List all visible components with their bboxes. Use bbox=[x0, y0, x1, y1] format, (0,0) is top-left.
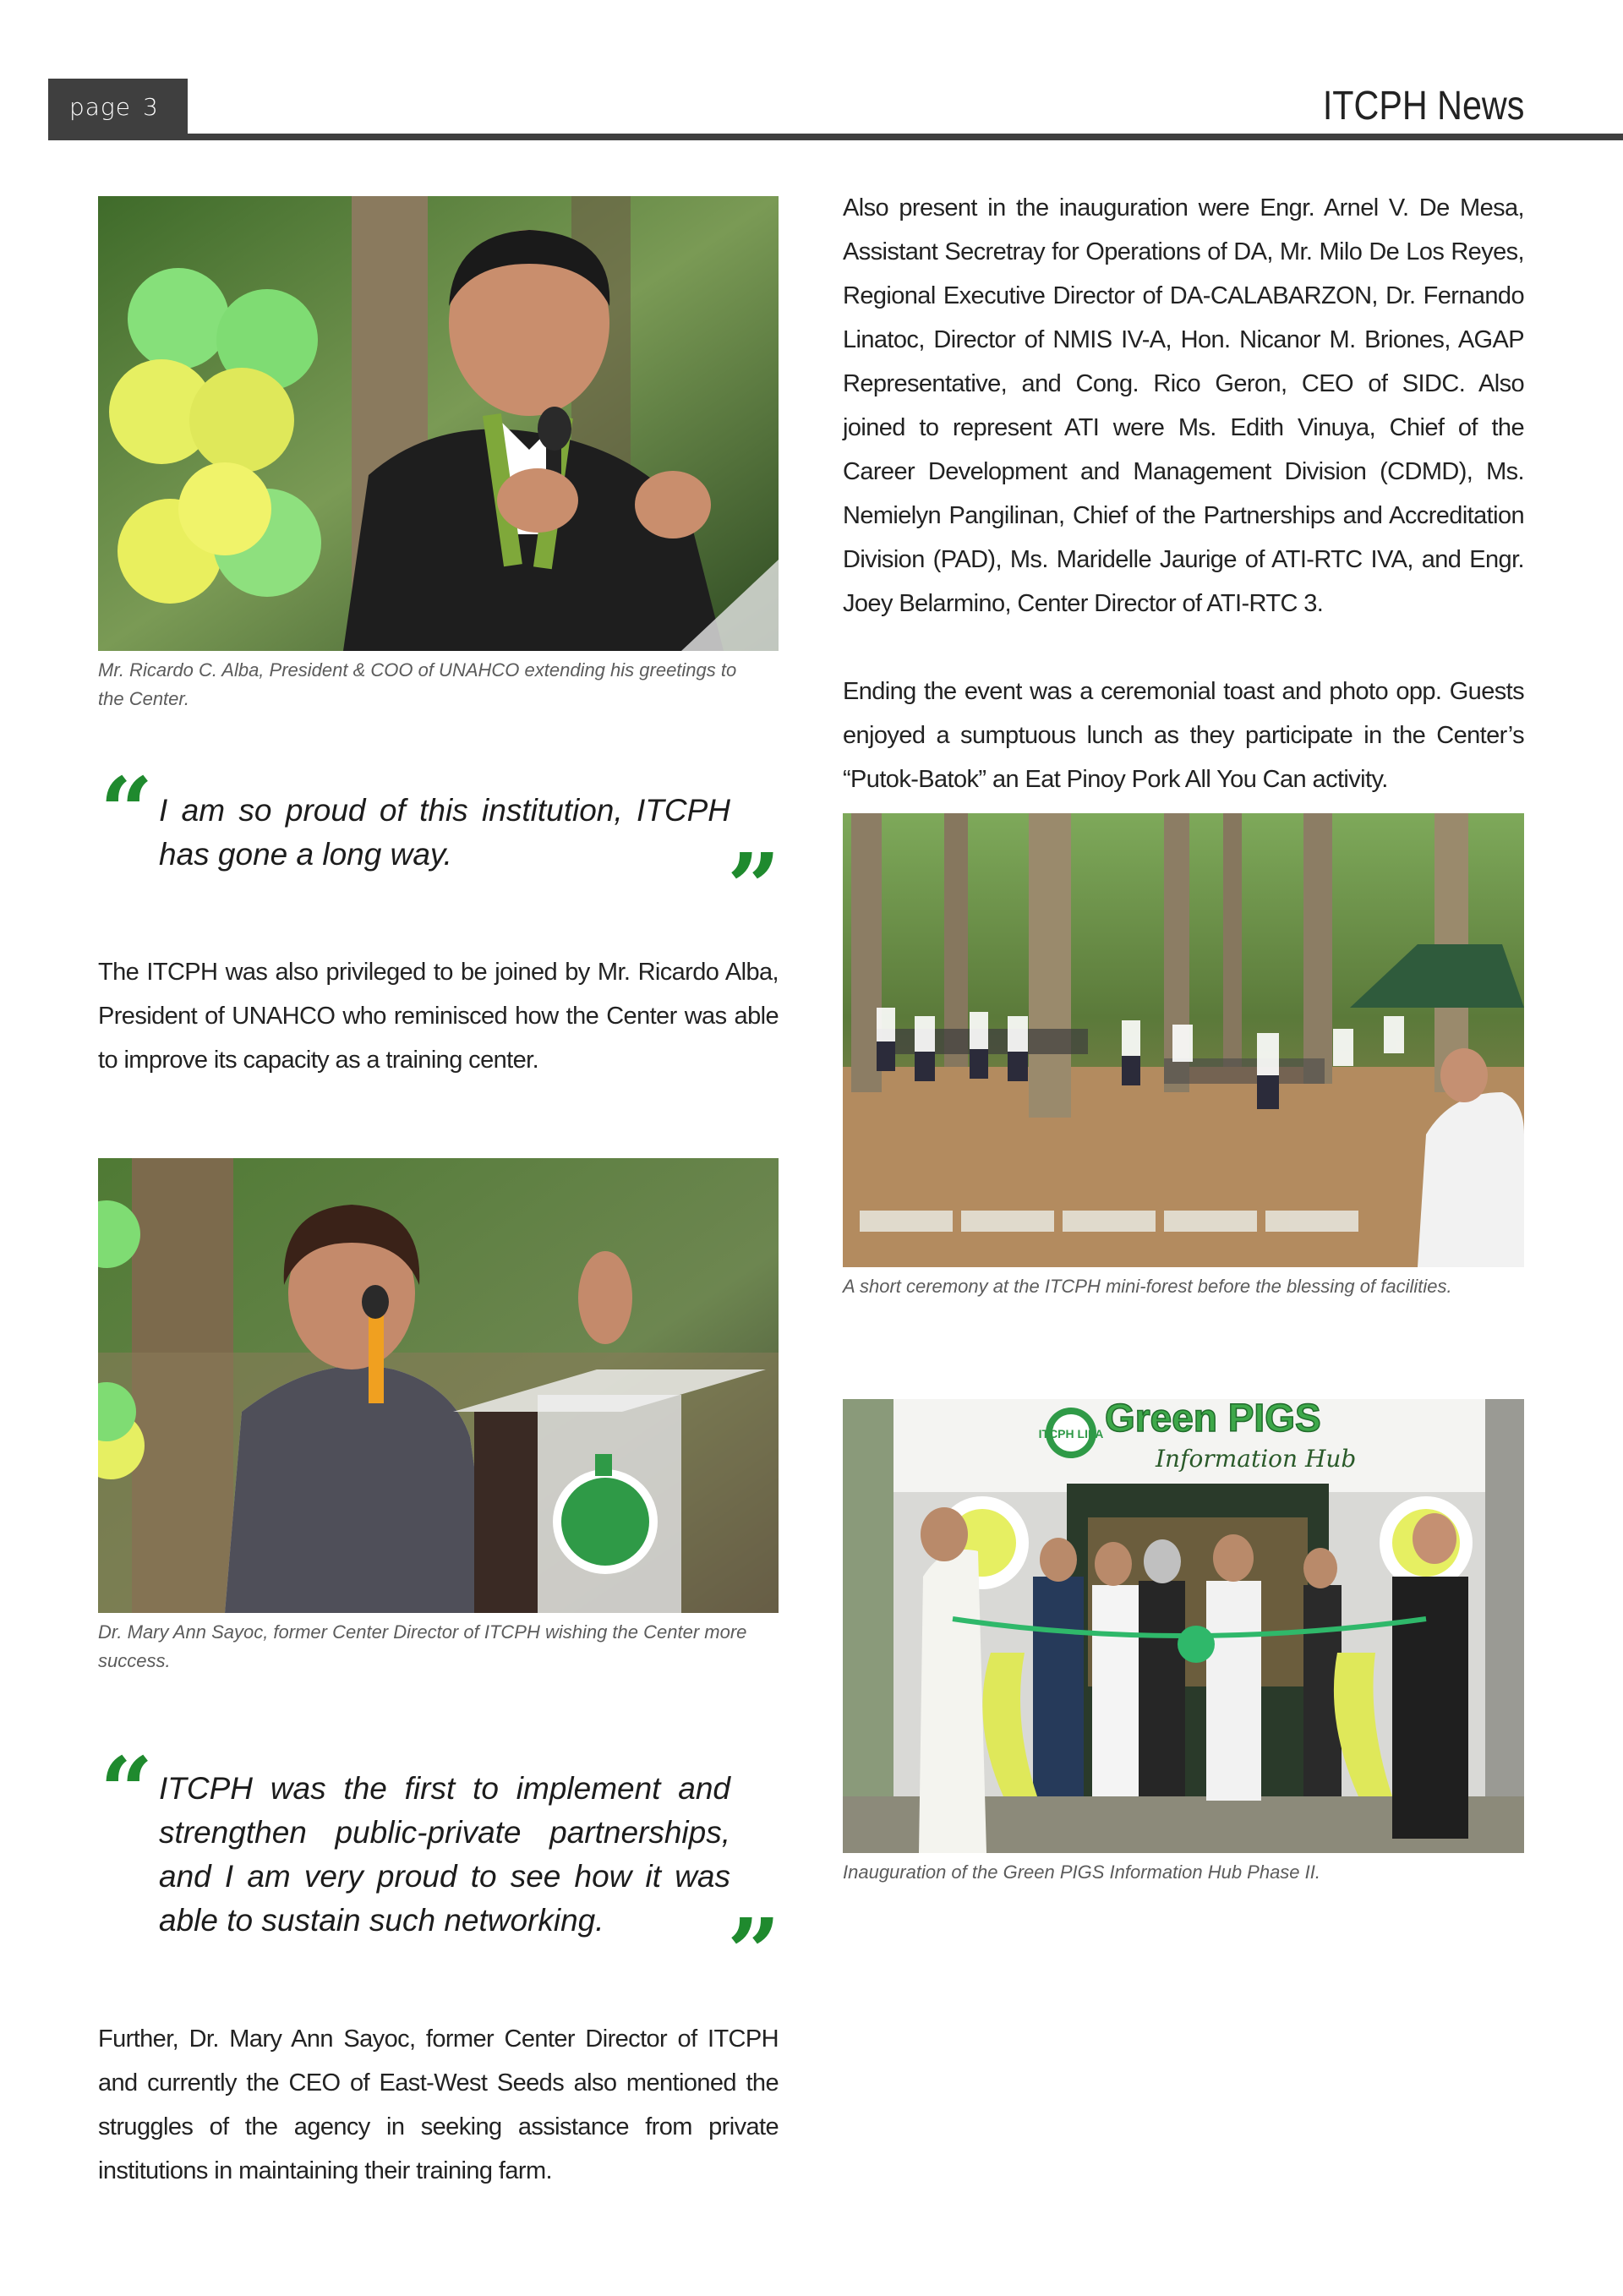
photo-inauguration-caption: Inauguration of the Green PIGS Information Hub Phase II. bbox=[843, 1861, 1320, 1883]
pull-quote-alba: I am so proud of this institution, ITCPH has gone a long way. bbox=[159, 793, 730, 872]
photo-sayoc-illustration bbox=[98, 1158, 779, 1613]
quote-open-mark: “ bbox=[100, 757, 154, 866]
photo-ceremony-illustration bbox=[843, 813, 1524, 1267]
photo-inauguration-illustration bbox=[843, 1399, 1524, 1853]
page-number-tab bbox=[48, 79, 188, 134]
paragraph-attendees: Also present in the inauguration were Engr. Arnel V. De Mesa, Assistant Secretray for Operations of DA, Mr. Milo De Los Reyes, Regional Executive Director of DA-CALABARZON, Dr. Fernando Linatoc, Director of NMIS IV-A, Hon. Nicanor M. Briones, AGAP Representative, and Cong. Rico Geron, CEO of SIDC. Also joined to represent ATI were Ms. Edith Vinuya, Chief of the Career Development and Management Division (CDMD), Ms. Nemielyn Pangilinan, Chief of the Partnerships and Accreditation Division (PAD), Ms. Maridelle Jaurige of ATI-RTC IVA, and Engr. Joey Belarmino, Center Director of ATI-RTC 3. bbox=[843, 194, 1524, 617]
paragraph-sayoc bbox=[98, 2017, 779, 2193]
hub-sign-text: Green PIGS bbox=[1105, 1399, 1321, 1440]
hub-logo-text: ITCPH LIPA bbox=[1038, 1427, 1104, 1440]
photo-sayoc-speaking bbox=[98, 1158, 779, 1613]
paragraph-alba-text: The ITCPH was also privileged to be joined by Mr. Ricardo Alba, President of UNAHCO who reminisced how the Center was able to improve its capacity as a training center. bbox=[98, 959, 779, 1074]
header-rule bbox=[48, 134, 1623, 140]
photo-alba-illustration bbox=[98, 196, 779, 651]
paragraph-alba bbox=[98, 950, 779, 1082]
photo-mini-forest-ceremony bbox=[843, 813, 1524, 1267]
article-right-column bbox=[843, 186, 1524, 801]
pull-quote-sayoc: ITCPH was the first to implement and strengthen public-private partnerships, and I am very proud to see how it was able to sustain such networking. bbox=[159, 1771, 730, 1938]
quote-close-mark: ” bbox=[727, 1898, 781, 2007]
hub-sign-subtext: Information Hub bbox=[1156, 1445, 1357, 1473]
paragraph-closing: Ending the event was a ceremonial toast and photo opp. Guests enjoyed a sumptuous lunch as they participate in the Center’s “Putok-Batok” an Eat Pinoy Pork All You Can activity. bbox=[843, 678, 1524, 793]
page-number: 3 bbox=[142, 92, 159, 121]
photo-alba-caption: Mr. Ricardo C. Alba, President & COO of UNAHCO extending his greetings to the Center. bbox=[98, 659, 737, 709]
paragraph-sayoc-text: Further, Dr. Mary Ann Sayoc, former Center Director of ITCPH and currently the CEO of East-West Seeds also mentioned the struggles of the agency in seeking assistance from private institutions in maintaining their training farm. bbox=[98, 2025, 779, 2184]
page-label: page bbox=[69, 92, 131, 121]
publication-title: ITCPH News bbox=[1322, 84, 1524, 128]
quote-close-mark: ” bbox=[727, 833, 781, 942]
photo-ceremony-caption: A short ceremony at the ITCPH mini-forest before the blessing of facilities. bbox=[843, 1276, 1452, 1297]
photo-green-pigs-inauguration bbox=[843, 1399, 1524, 1853]
quote-open-mark: “ bbox=[100, 1736, 154, 1845]
photo-sayoc-caption: Dr. Mary Ann Sayoc, former Center Director of ITCPH wishing the Center more success. bbox=[98, 1621, 747, 1671]
photo-alba-speaking bbox=[98, 196, 779, 651]
